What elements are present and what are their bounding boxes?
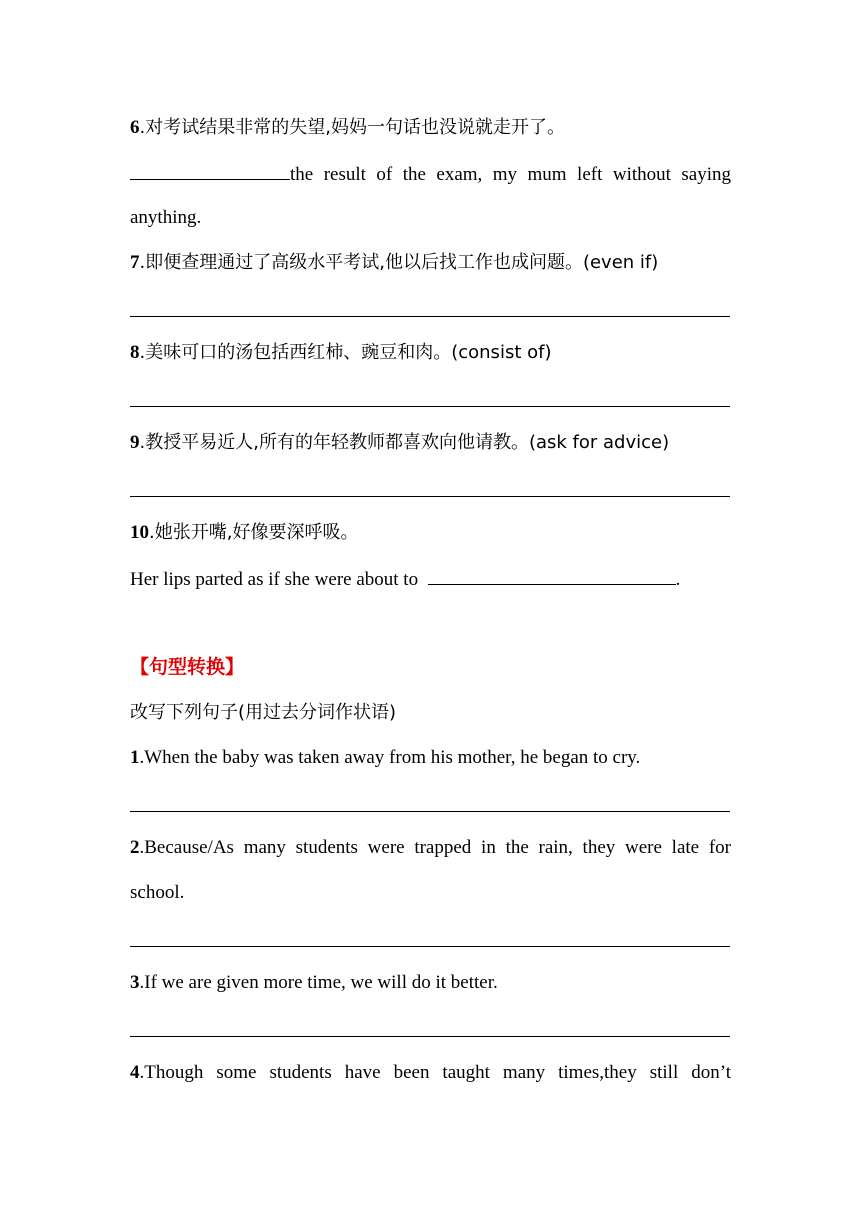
fill-in-blank[interactable] [130, 161, 290, 180]
answer-line-9[interactable] [130, 496, 730, 497]
item-10-sentence-text: Her lips parted as if she were about to [130, 569, 419, 590]
section-instruction-text: 改写下列句子(用过去分词作状语) [130, 702, 397, 723]
item-prompt-text: .教授平易近人,所有的年轻教师都喜欢向他请教。(ask for advice) [139, 432, 670, 453]
answer-line-rewrite-3[interactable] [130, 1036, 730, 1037]
item-number: 1 [130, 747, 140, 768]
rewrite-item-4 [130, 1061, 731, 1085]
rewrite-item-3 [130, 971, 731, 995]
item-6-prompt [130, 116, 731, 140]
item-7-prompt [130, 251, 731, 275]
answer-line-7[interactable] [130, 316, 730, 317]
answer-line-rewrite-2[interactable] [130, 946, 730, 947]
section-heading [130, 655, 731, 680]
item-number: 10 [130, 522, 149, 543]
rewrite-text: .If we are given more time, we will do it better. [139, 972, 498, 993]
fill-in-blank[interactable] [428, 566, 676, 585]
item-6-sentence-continued: anything. [130, 207, 202, 228]
item-number: 7 [130, 252, 140, 273]
item-prompt-text: .美味可口的汤包括西红柿、豌豆和肉。(consist of) [139, 342, 552, 363]
item-number: 6 [130, 117, 140, 138]
item-6-sentence-text: the result of the exam, my mum left without saying [290, 164, 731, 185]
section-instruction [130, 701, 731, 725]
answer-line-8[interactable] [130, 406, 730, 407]
item-6-sentence-line [130, 161, 731, 187]
rewrite-text: .When the baby was taken away from his mother, he began to cry. [139, 747, 641, 768]
item-prompt-text: .她张开嘴,好像要深呼吸。 [149, 522, 359, 543]
item-number: 3 [130, 972, 140, 993]
item-number: 2 [130, 837, 140, 858]
item-number: 9 [130, 432, 140, 453]
sentence-period: . [675, 569, 681, 590]
rewrite-text: .Because/As many students were trapped in the rain, they were late for [139, 837, 731, 858]
rewrite-item-2-continued: school. [130, 882, 185, 903]
item-10-sentence-line [130, 566, 731, 592]
item-10-prompt [130, 521, 731, 545]
item-number: 8 [130, 342, 140, 363]
item-number: 4 [130, 1062, 140, 1083]
item-8-prompt [130, 341, 731, 365]
section-heading-text: 【句型转换】 [130, 656, 245, 678]
rewrite-item-1 [130, 746, 731, 770]
item-9-prompt [130, 431, 731, 455]
rewrite-text: .Though some students have been taught many times,they still don’t [139, 1062, 731, 1083]
item-prompt-text: .对考试结果非常的失望,妈妈一句话也没说就走开了。 [139, 117, 565, 138]
rewrite-item-2 [130, 836, 731, 860]
answer-line-rewrite-1[interactable] [130, 811, 730, 812]
item-prompt-text: .即便查理通过了高级水平考试,他以后找工作也成问题。(even if) [139, 252, 659, 273]
